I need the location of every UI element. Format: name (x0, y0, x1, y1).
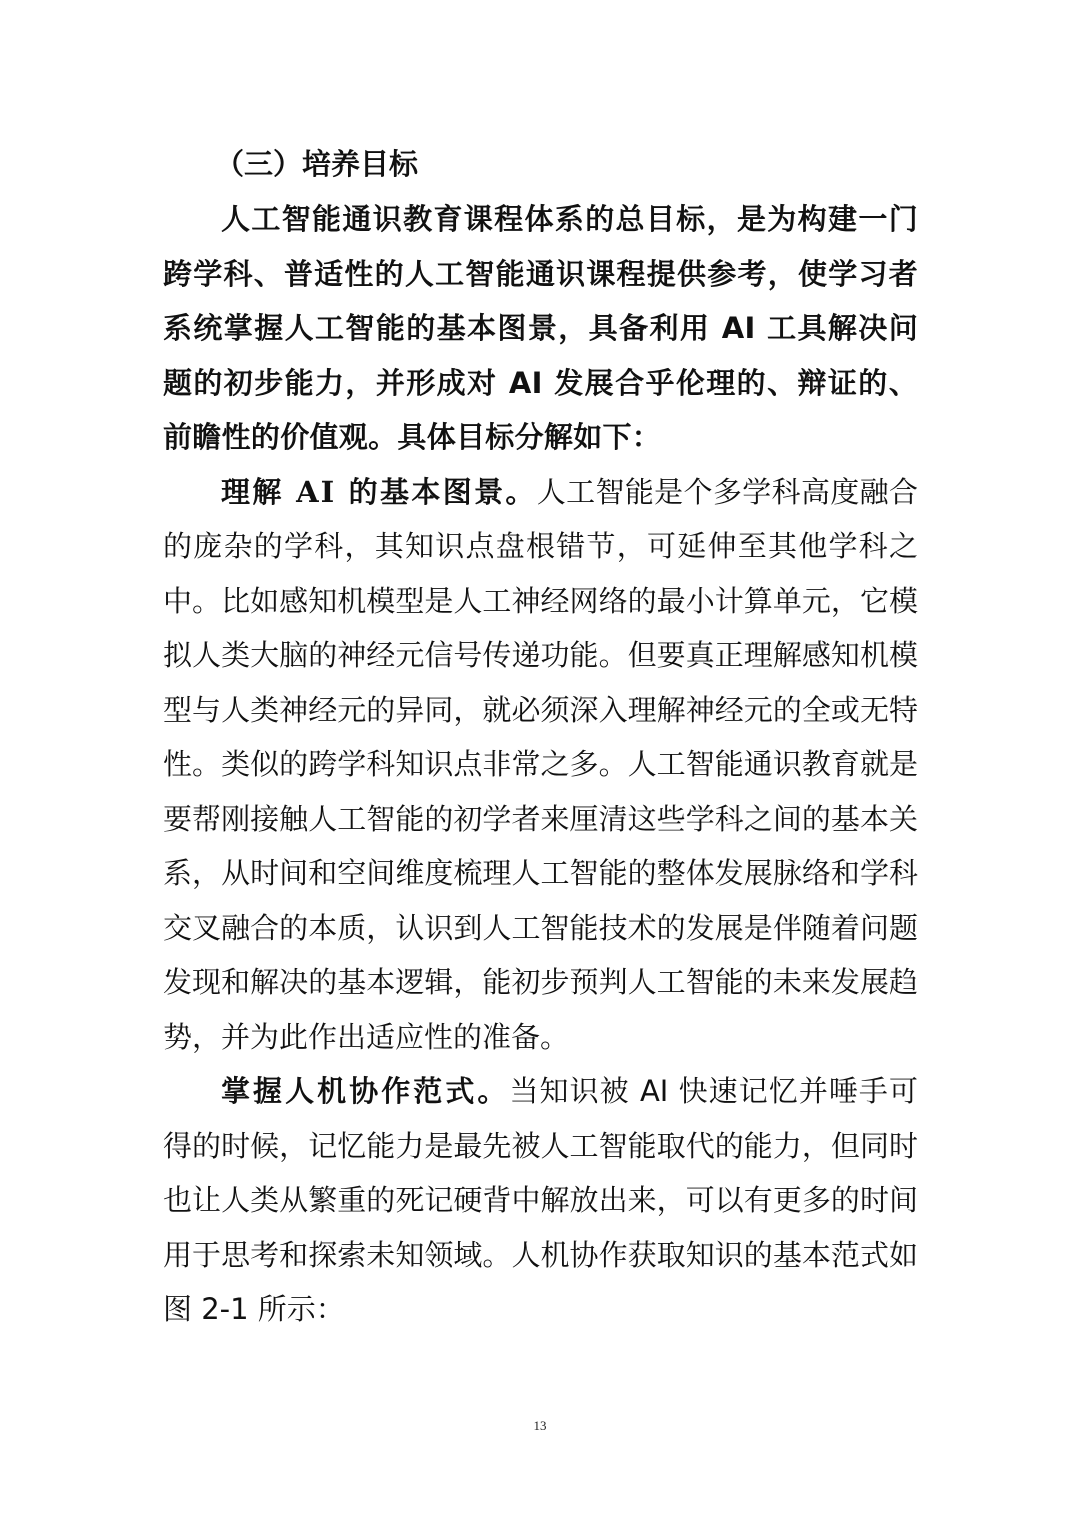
goal-paragraph-human-machine (163, 1064, 918, 1337)
goal-text-understand-ai: 人工智能是个多学科高度融合的庞杂的学科，其知识点盘根错节，可延伸至其他学科之中。比如感知机模型是人工神经网络的最小计算单元，它模拟人类大脑的神经元信号传递功能。但要真正理解感知机模型与人类神经元的异同，就必须深入理解神经元的全或无特性。类似的跨学科知识点非常之多。人工智能通识教育就是要帮刚接触人工智能的初学者来厘清这些学科之间的基本关系，从时间和空间维度梳理人工智能的整体发展脉络和学科交叉融合的本质，认识到人工智能技术的发展是伴随着问题发现和解决的基本逻辑，能初步预判人工智能的未来发展趋势，并为此作出适应性的准备。 (163, 474, 918, 1054)
goal-lead-human-machine: 掌握人机协作范式。 (221, 1074, 510, 1108)
goal-text-human-machine: 当知识被 AI 快速记忆并唾手可得的时候，记忆能力是最先被人工智能取代的能力，但同时也让人类从繁重的死记硬背中解放出来，可以有更多的时间用于思考和探索未知领域。人机协作获取知识的基本范式如图 2-1 所示： (163, 1074, 918, 1326)
intro-paragraph: 人工智能通识教育课程体系的总目标，是为构建一门跨学科、普适性的人工智能通识课程提供参考，使学习者系统掌握人工智能的基本图景，具备利用 AI 工具解决问题的初步能力，并形成对 AI 发展合乎伦理的、辩证的、前瞻性的价值观。具体目标分解如下： (163, 202, 918, 454)
goal-paragraph-understand-ai (163, 465, 918, 1065)
section-heading: （三）培养目标 (215, 147, 419, 181)
page-body (163, 136, 918, 1337)
page-number: 13 (533, 1418, 547, 1433)
goal-lead-understand-ai: 理解 AI 的基本图景。 (221, 474, 537, 509)
